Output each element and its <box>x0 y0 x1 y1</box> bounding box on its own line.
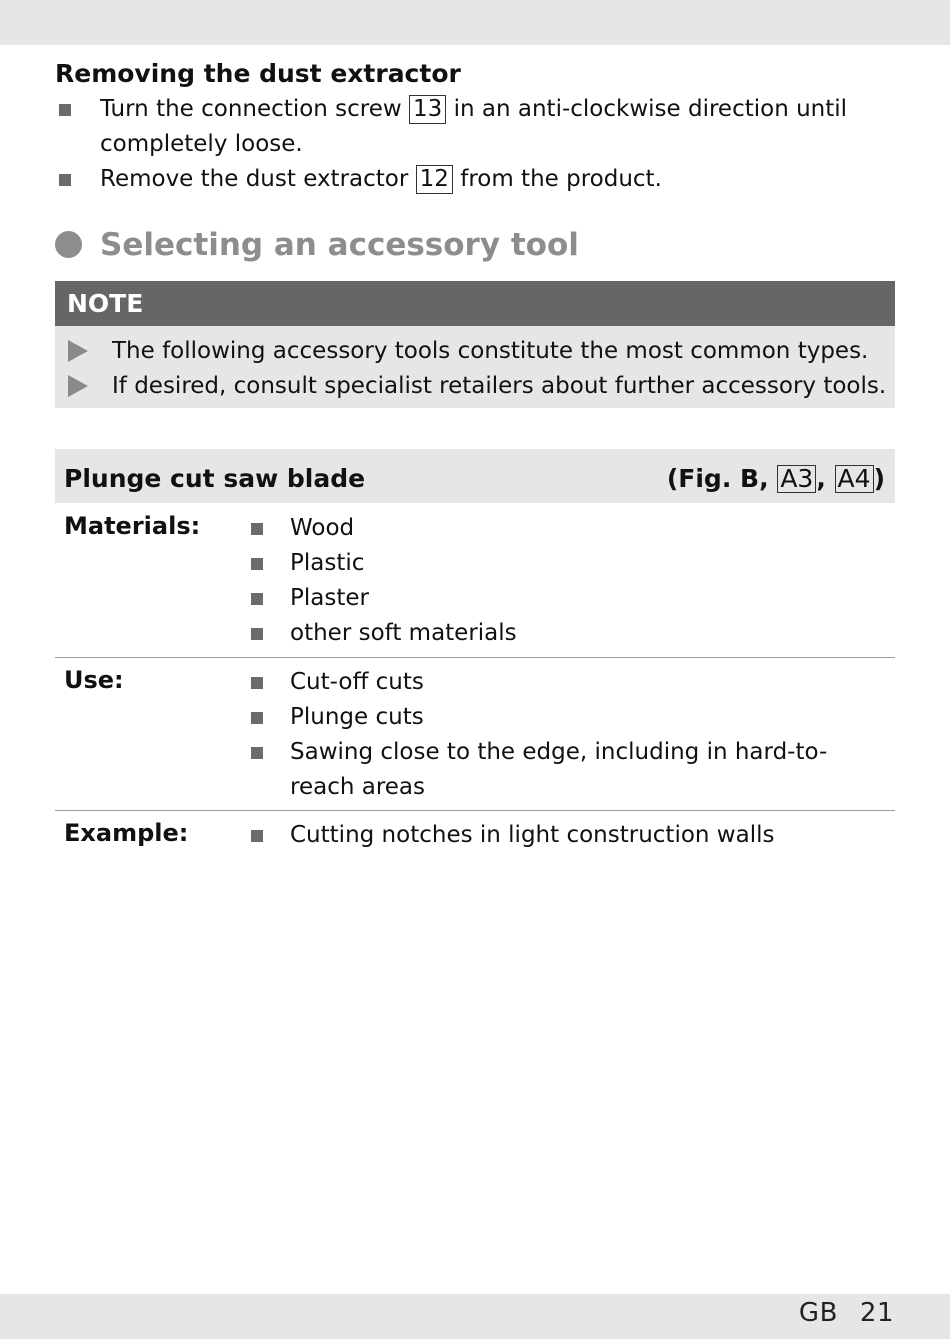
table-header <box>55 449 895 503</box>
step-1-text-after: in an anti-clockwise direction until completely loose. <box>100 96 848 157</box>
bullet-square-icon <box>251 593 263 605</box>
bullet-square-icon <box>251 628 263 640</box>
bullet-square-icon <box>251 747 263 759</box>
table-title: Plunge cut saw blade <box>64 464 366 493</box>
bullet-square-icon <box>251 712 263 724</box>
list-item <box>248 616 888 651</box>
list-item <box>248 665 888 700</box>
list-item-text: Cut-off cuts <box>290 669 424 695</box>
list-item-text: Cutting notches in light construction walls <box>290 822 775 848</box>
row-divider <box>55 810 895 811</box>
footer-language: GB <box>798 1298 838 1328</box>
list-item-text: Plunge cuts <box>290 704 424 730</box>
bullet-square-icon <box>251 523 263 535</box>
figure-ref-a3: A3 <box>777 465 816 493</box>
figure-separator: , <box>816 464 826 493</box>
triangle-bullet-icon <box>68 375 88 397</box>
list-item-text: Plastic <box>290 550 365 576</box>
note-item-1: The following accessory tools constitute the most common types. <box>112 338 869 364</box>
removing-heading: Removing the dust extractor <box>55 59 461 88</box>
bullet-square-icon <box>59 104 71 116</box>
list-item-text: other soft materials <box>290 620 517 646</box>
page-number: 21 <box>859 1298 894 1328</box>
section-heading <box>55 227 579 263</box>
list-item-text: Plaster <box>290 585 369 611</box>
row-label-example: Example: <box>64 819 189 847</box>
figure-suffix: ) <box>873 464 885 493</box>
section-bullet-icon <box>55 231 82 258</box>
page-footer <box>799 1298 894 1328</box>
bullet-square-icon <box>251 830 263 842</box>
note-header <box>55 281 895 326</box>
triangle-bullet-icon <box>68 340 88 362</box>
list-item <box>248 735 888 805</box>
bullet-square-icon <box>59 174 71 186</box>
list-item <box>248 546 888 581</box>
figure-ref-a4: A4 <box>835 465 874 493</box>
step-2-text-before: Remove the dust extractor <box>100 166 409 192</box>
row-label-use: Use: <box>64 666 124 694</box>
list-item <box>248 581 888 616</box>
note-title: NOTE <box>67 289 144 318</box>
part-ref-13: 13 <box>409 95 446 124</box>
figure-prefix: (Fig. B, <box>666 464 769 493</box>
removing-step-1 <box>55 92 855 162</box>
bullet-square-icon <box>251 558 263 570</box>
row-divider <box>55 657 895 658</box>
bullet-square-icon <box>251 677 263 689</box>
list-item <box>248 511 888 546</box>
section-title: Selecting an accessory tool <box>100 227 579 263</box>
removing-step-2 <box>55 162 855 197</box>
list-item <box>248 818 888 853</box>
step-2-text-after: from the product. <box>460 166 662 192</box>
list-item-text: Sawing close to the edge, including in hard-to-reach areas <box>290 739 828 800</box>
row-label-materials: Materials: <box>64 512 201 540</box>
list-item <box>248 700 888 735</box>
list-item-text: Wood <box>290 515 355 541</box>
header-bar <box>0 0 950 45</box>
figure-reference <box>667 449 885 509</box>
part-ref-12: 12 <box>416 165 453 194</box>
step-1-text-before: Turn the connection screw <box>100 96 402 122</box>
note-item-2: If desired, consult specialist retailers about further accessory tools. <box>112 373 887 399</box>
note-body <box>55 326 895 408</box>
